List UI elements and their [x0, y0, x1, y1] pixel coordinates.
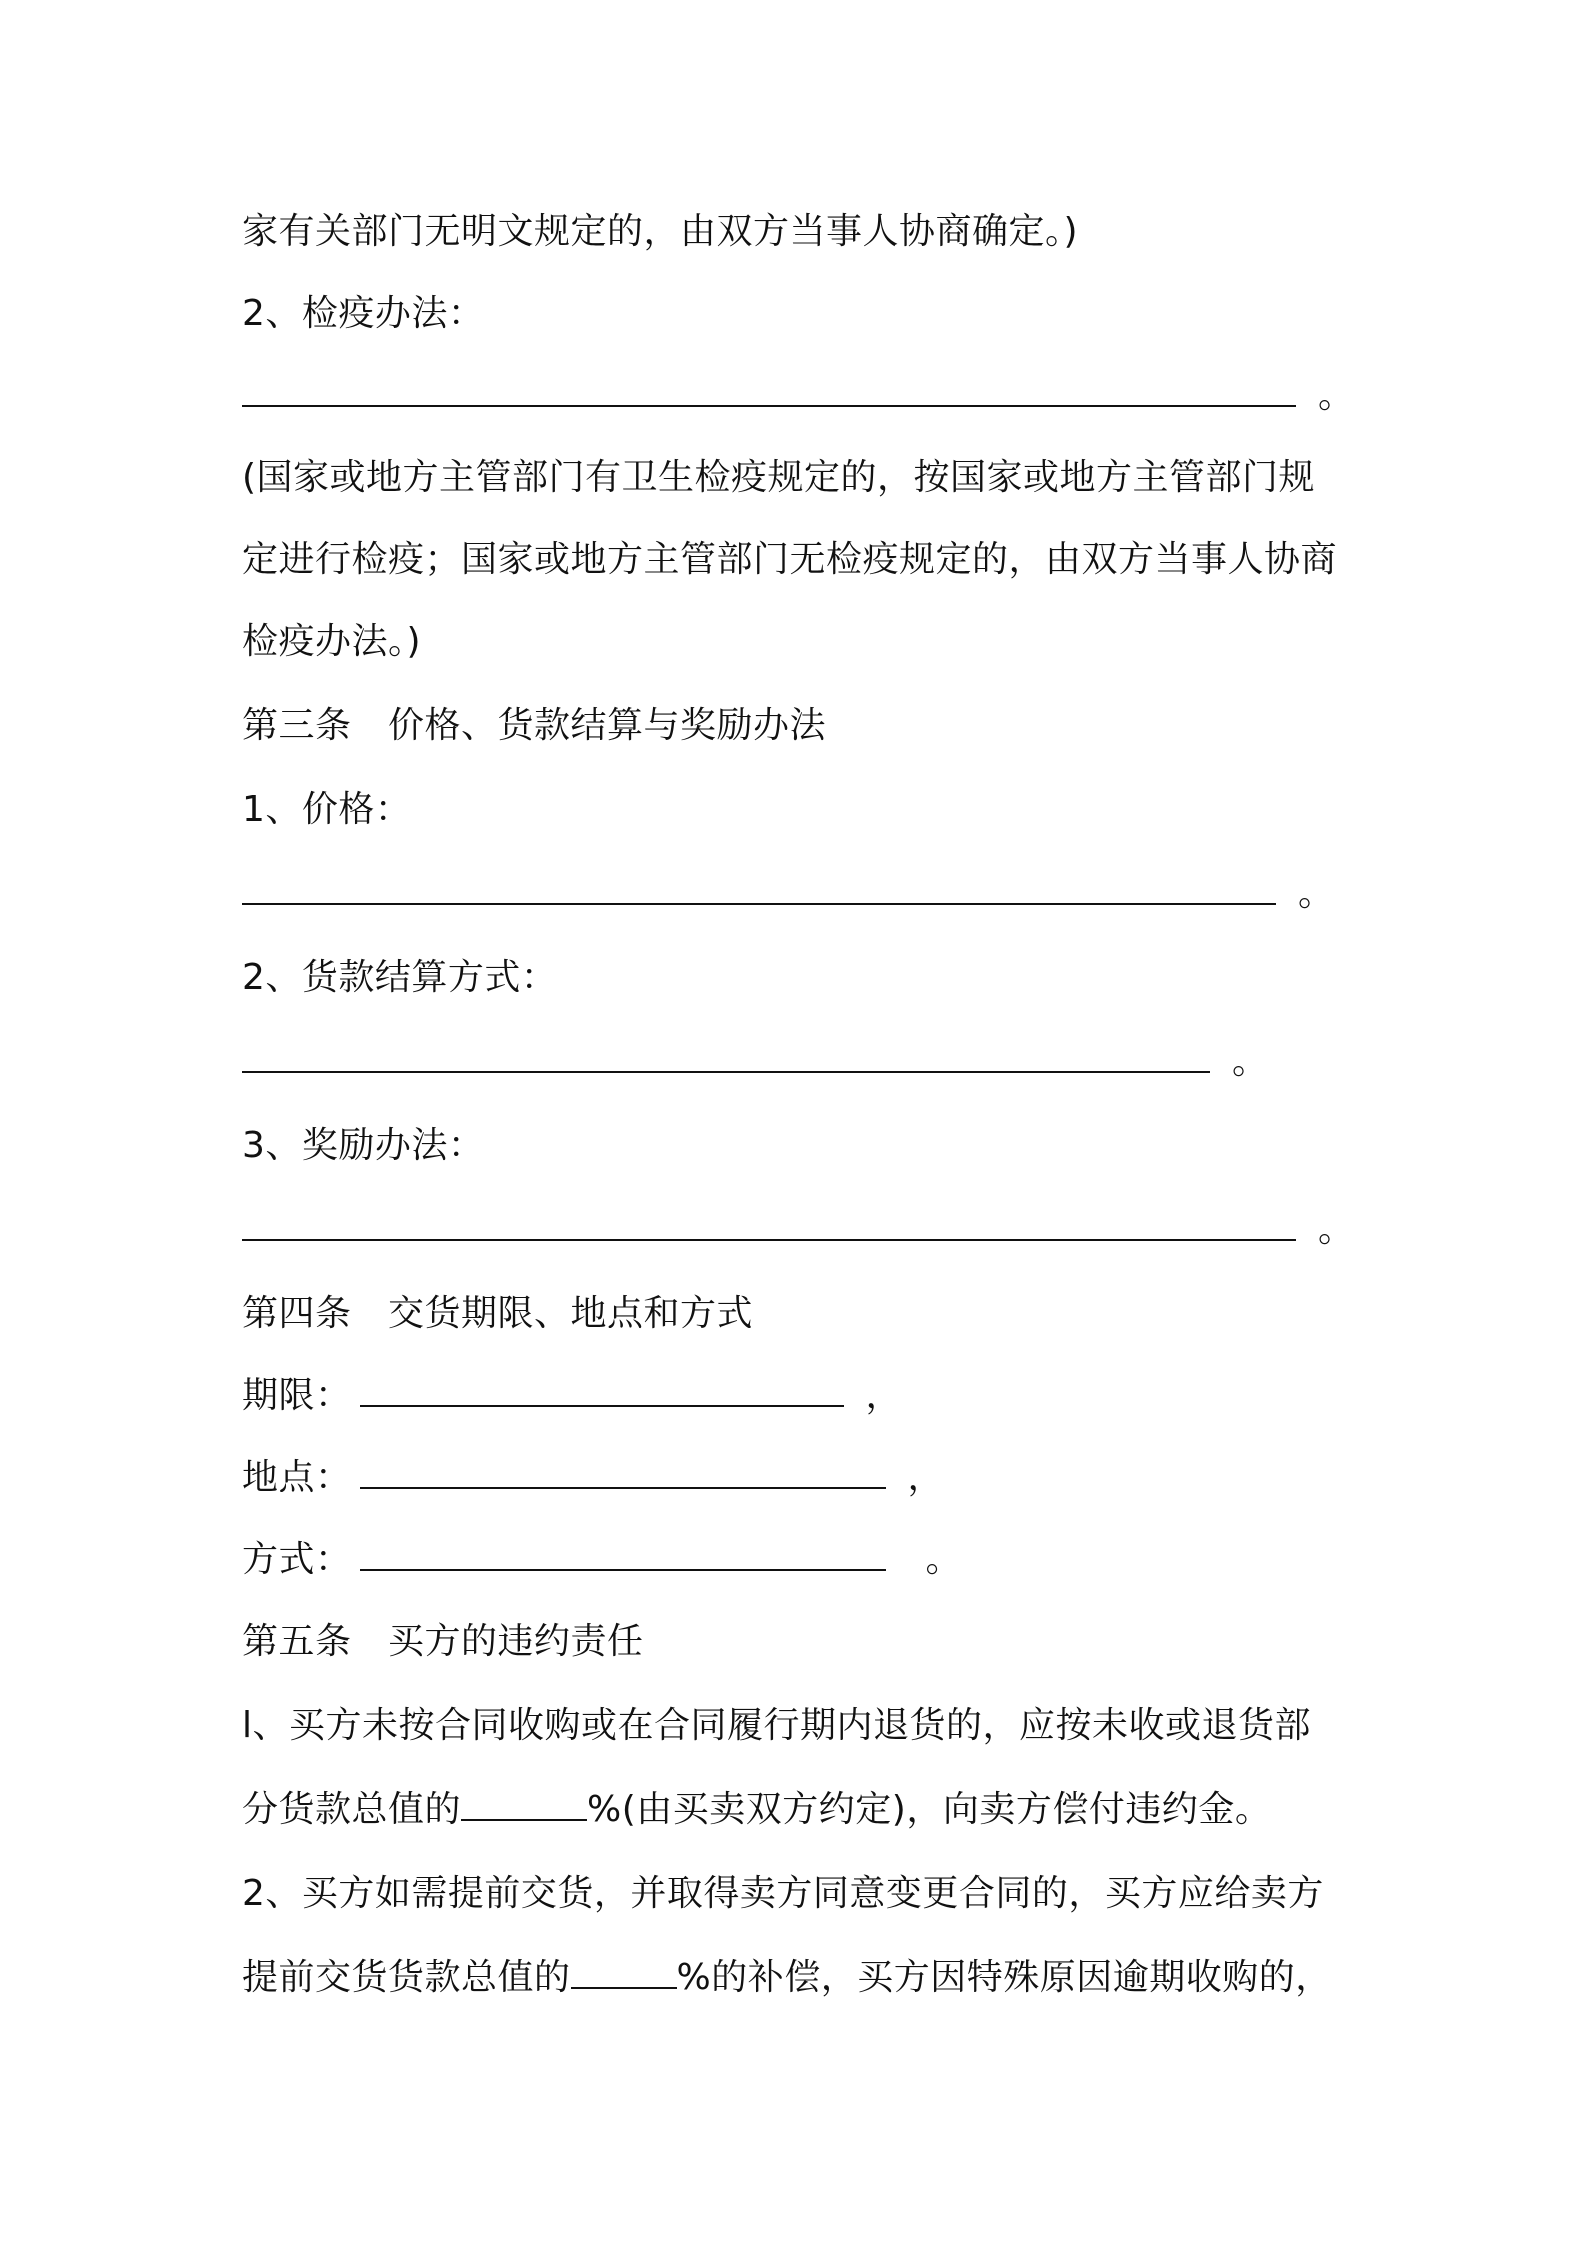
article-3-item-2: 2、货款结算方式： — [242, 957, 558, 998]
fill-in-blank-percent[interactable] — [571, 1959, 677, 1989]
comma: ， — [865, 1375, 903, 1416]
paragraph-p1: 家有关部门无明文规定的，由双方当事人协商确定。) — [242, 211, 1079, 252]
field-method — [242, 1538, 962, 1582]
period: 。 — [925, 1539, 963, 1580]
fill-in-blank[interactable] — [242, 1041, 1210, 1073]
text: 分货款总值的 — [242, 1789, 462, 1830]
article-5-item-1-line-1: l、买方未按合同收购或在合同履行期内退货的，应按未收或退货部 — [242, 1705, 1312, 1746]
article-5-title: 第五条 买方的违约责任 — [242, 1621, 644, 1662]
fill-in-blank-method[interactable] — [360, 1539, 886, 1571]
period: 。 — [1232, 1041, 1269, 1082]
text: 提前交货货款总值的 — [242, 1957, 571, 1998]
period: 。 — [1298, 873, 1335, 914]
field-label-term: 期限： — [242, 1375, 352, 1416]
heading-quarantine-method: 2、检疫办法： — [242, 293, 485, 334]
period: 。 — [1318, 1209, 1355, 1250]
blank-line-payment — [242, 1040, 1269, 1084]
fill-in-blank[interactable] — [242, 873, 1276, 905]
comma: ， — [907, 1457, 945, 1498]
blank-line-quarantine — [242, 374, 1355, 418]
fill-in-blank-percent[interactable] — [461, 1791, 587, 1821]
fill-in-blank-place[interactable] — [360, 1457, 886, 1489]
article-3-title: 第三条 价格、货款结算与奖励办法 — [242, 705, 827, 746]
article-4-title: 第四条 交货期限、地点和方式 — [242, 1293, 754, 1334]
paragraph-note-1: (国家或地方主管部门有卫生检疫规定的，按国家或地方主管部门规 — [242, 457, 1316, 498]
period: 。 — [1318, 375, 1355, 416]
paragraph-note-2: 定进行检疫；国家或地方主管部门无检疫规定的，由双方当事人协商 — [242, 539, 1338, 580]
blank-line-reward — [242, 1208, 1355, 1252]
article-5-item-1-line-2 — [242, 1788, 1271, 1832]
text: %的补偿，买方因特殊原因逾期收购的， — [676, 1957, 1332, 1998]
article-3-item-1: 1、价格： — [242, 789, 412, 830]
paragraph-note-3: 检疫办法。) — [242, 621, 422, 662]
fill-in-blank-term[interactable] — [360, 1375, 844, 1407]
fill-in-blank[interactable] — [242, 1209, 1296, 1241]
fill-in-blank[interactable] — [242, 375, 1296, 407]
field-label-place: 地点： — [242, 1457, 352, 1498]
article-3-item-3: 3、奖励办法： — [242, 1125, 485, 1166]
text: %(由买卖双方约定)，向卖方偿付违约金。 — [587, 1789, 1272, 1830]
article-5-item-2-line-2 — [242, 1956, 1332, 2000]
blank-line-price — [242, 872, 1335, 916]
field-term — [242, 1374, 902, 1418]
field-place — [242, 1456, 944, 1500]
article-5-item-2-line-1: 2、买方如需提前交货，并取得卖方同意变更合同的，买方应给卖方 — [242, 1873, 1324, 1914]
field-label-method: 方式： — [242, 1539, 352, 1580]
